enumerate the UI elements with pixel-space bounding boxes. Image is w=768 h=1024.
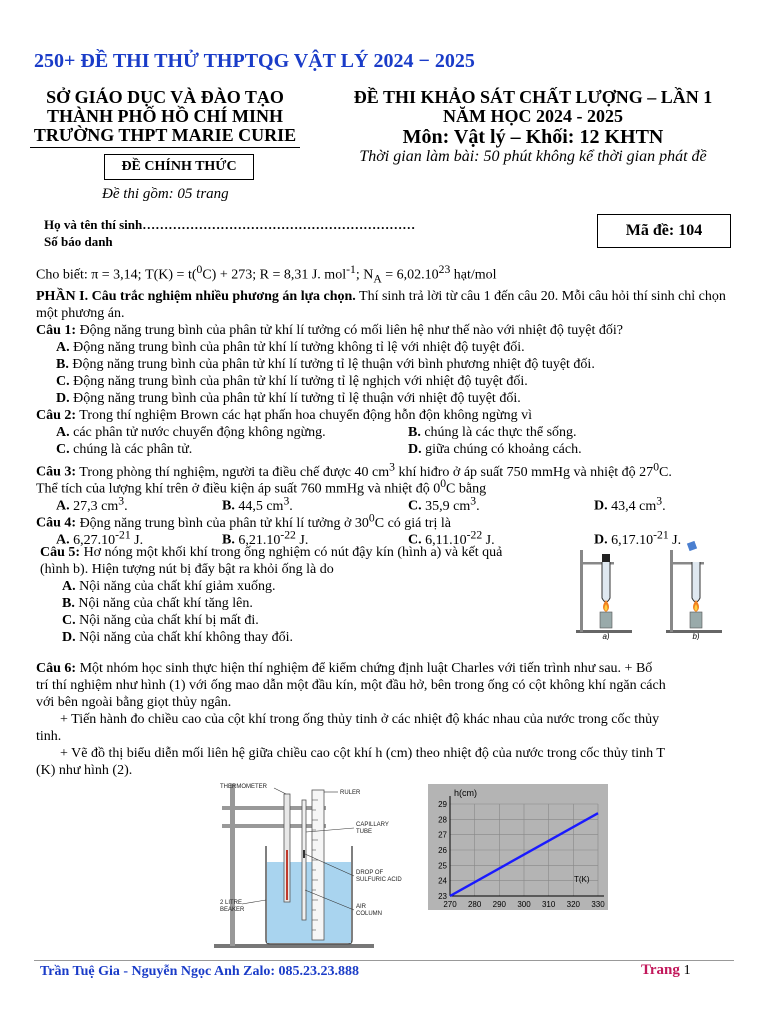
stand-b bbox=[666, 541, 722, 640]
option-text: 27,3 $cm^3$. bbox=[73, 494, 128, 514]
option-text: $6,11.10^{-22}$ J. bbox=[425, 528, 495, 548]
q4-option-c[interactable]: C. $6,11.10^{-22}$ J. bbox=[408, 528, 495, 548]
question-1-stem bbox=[36, 322, 623, 339]
q2-option-c[interactable]: C. chúng là các phân tử. bbox=[56, 442, 193, 457]
student-id-field: Số báo danh bbox=[44, 234, 113, 249]
fig-a-label: a) bbox=[602, 632, 610, 640]
question-6-line3: với bên ngoài bằng giọt thủy ngân. bbox=[36, 695, 232, 710]
q1-option-c[interactable]: C. Động năng trung bình của phân tử khí lí tưởng tỉ lệ nghịch với nhiệt độ tuyệt đối. bbox=[56, 374, 528, 389]
y-tick-label: 29 bbox=[438, 800, 447, 809]
page-num: 1 bbox=[683, 963, 691, 978]
capillary-label-2: TUBE bbox=[356, 829, 373, 835]
q5-option-a[interactable]: A. Nội năng của chất khí giảm xuống. bbox=[62, 579, 276, 594]
x-tick-label: 320 bbox=[566, 900, 581, 909]
exam-title: ĐỀ THI KHẢO SÁT CHẤT LƯỢNG – LẦN 1 bbox=[353, 87, 713, 107]
q4-option-a[interactable]: A. $6,27.10^{-21}$ J. bbox=[56, 528, 144, 548]
official-exam-box: ĐỀ CHÍNH THỨC bbox=[104, 154, 254, 180]
q3-option-a[interactable]: A. 27,3 $cm^3$. bbox=[56, 494, 128, 514]
question-6-line5: tinh. bbox=[36, 729, 62, 744]
question-text: Động năng trung bình của phân tử khí lí tưởng có mối liên hệ như thế nào với nhiệt độ tuyệt đối? bbox=[76, 323, 623, 338]
header-right bbox=[318, 88, 748, 166]
question-text: Trong thí nghiệm Brown các hạt phấn hoa chuyển động hỗn độn không ngừng vì bbox=[76, 408, 532, 423]
question-3-stem-cont: Thể tích của lượng khí trên ở điều kiện áp suất 760 mmHg và nhiệt độ $0^0C$ bằng bbox=[36, 477, 487, 497]
option-text: $6,21.10^{-22}$ J. bbox=[238, 528, 309, 548]
question-label: Câu 6: bbox=[36, 661, 77, 676]
question-6-stem bbox=[36, 660, 652, 677]
question-6-line7: (K) như hình (2). bbox=[36, 763, 133, 778]
q1-option-a[interactable]: A. Động năng trung bình của phân tử khí lí tưởng không tỉ lệ với nhiệt độ tuyệt đối. bbox=[56, 340, 525, 355]
option-text: $6,27.10^{-21}$ J. bbox=[73, 528, 144, 548]
q3-option-c[interactable]: C. 35,9 $cm^3$. bbox=[408, 494, 480, 514]
subject: Môn: Vật lý – Khối: 12 KHTN bbox=[402, 126, 664, 148]
option-text: các phân tử nước chuyển động không ngừng. bbox=[73, 425, 326, 440]
y-axis-label: h(cm) bbox=[454, 788, 477, 798]
header-left bbox=[30, 88, 300, 148]
thermometer-label: THERMOMETER bbox=[220, 784, 267, 790]
question-2-stem bbox=[36, 407, 532, 424]
student-name-field: Họ và tên thí sinh……………………………………………………… bbox=[44, 217, 416, 232]
drop-label-1: DROP OF bbox=[356, 870, 384, 876]
option-text: Động năng trung bình của phân tử khí lí tưởng tỉ lệ thuận với bình phương nhiệt độ tuyệt đối. bbox=[72, 357, 595, 372]
option-text: Động năng trung bình của phân tử khí lí tưởng không tỉ lệ với nhiệt độ tuyệt đối. bbox=[73, 340, 525, 355]
capillary-label-1: CAPILLARY bbox=[356, 822, 389, 828]
question-text: Một nhóm học sinh thực hiện thí nghiệm để kiểm chứng định luật Charles với tiến trình như sau. + Bố bbox=[76, 661, 653, 676]
given-constants: Cho biết: π = 3,14; T(K) = t($^0$C) + 273; R = 8,31 J. mol$^{-1}$; $N_A = 6,02.10^{23}$ hạt/mol bbox=[36, 263, 497, 286]
chart-background bbox=[428, 784, 608, 910]
time-limit: Thời gian làm bài: 50 phút không kể thời gian phát đề bbox=[359, 148, 707, 165]
q5-option-d[interactable]: D. Nội năng của chất khí không thay đổi. bbox=[62, 630, 293, 645]
x-tick-label: 330 bbox=[591, 900, 605, 909]
x-tick-label: 270 bbox=[443, 900, 457, 909]
y-tick-label: 27 bbox=[438, 830, 447, 840]
x-tick-label: 300 bbox=[517, 900, 531, 909]
stand-a bbox=[576, 550, 632, 640]
question-5-stem bbox=[40, 544, 502, 561]
department-name: SỞ GIÁO DỤC VÀ ĐÀO TẠO bbox=[46, 87, 284, 107]
y-tick-label: 25 bbox=[438, 861, 447, 871]
q1-option-b[interactable]: B. Động năng trung bình của phân tử khí lí tưởng tỉ lệ thuận với bình phương nhiệt độ tuyệt đối. bbox=[56, 357, 595, 372]
option-text: 43,4 $cm^3$. bbox=[611, 494, 666, 514]
question-label: Câu 4: bbox=[36, 515, 77, 531]
option-text: Động năng trung bình của phân tử khí lí tưởng tỉ lệ nghịch với nhiệt độ tuyệt đối. bbox=[73, 374, 528, 389]
option-text: 44,5 $cm^3$. bbox=[238, 494, 293, 514]
q3-option-d[interactable]: D. 43,4 $cm^3$. bbox=[594, 494, 666, 514]
charles-graph bbox=[428, 784, 608, 910]
question-text: Động năng trung bình của phân tử khí lí tưởng ở $30^0C$ có giá trị là bbox=[76, 511, 451, 531]
option-text: Nội năng của chất khí không thay đổi. bbox=[79, 630, 293, 645]
option-text: Nội năng của chất khí tăng lên. bbox=[78, 596, 253, 611]
x-tick-label: 280 bbox=[467, 900, 482, 909]
option-text: giữa chúng có khoảng cách. bbox=[425, 442, 582, 457]
y-tick-label: 26 bbox=[438, 846, 447, 855]
y-tick-label: 24 bbox=[438, 876, 447, 886]
question-6-line2: trí thí nghiệm như hình (1) với ống mao dẫn một đầu kín, một đầu hở, bên trong ống có cột không khí ngăn cách bbox=[36, 678, 666, 693]
q1-option-d[interactable]: D. Động năng trung bình của phân tử khí lí tưởng tỉ lệ thuận với nhiệt độ tuyệt đối. bbox=[56, 391, 521, 406]
q4-option-b[interactable]: B. $6,21.10^{-22}$ J. bbox=[222, 528, 309, 548]
option-text: 35,9 $cm^3$. bbox=[425, 494, 480, 514]
q5-option-b[interactable]: B. Nội năng của chất khí tăng lên. bbox=[62, 596, 253, 611]
option-text: chúng là các thực thể sống. bbox=[424, 425, 577, 440]
school-name: TRƯỜNG THPT MARIE CURIE bbox=[30, 126, 300, 148]
footer-authors: Trần Tuệ Gia - Nguyễn Ngọc Anh Zalo: 085.23.23.888 bbox=[40, 964, 360, 979]
ruler-label: RULER bbox=[340, 790, 361, 796]
x-tick-label: 290 bbox=[492, 900, 507, 909]
air-label-2: COLUMN bbox=[356, 911, 383, 917]
question-5-stem-cont: (hình b). Hiện tượng nút bị đẩy bật ra khỏi ống là do bbox=[40, 562, 334, 577]
q2-option-a[interactable]: A. các phân tử nước chuyển động không ngừng. bbox=[56, 425, 326, 440]
question-label: Câu 5: bbox=[40, 545, 81, 560]
q3-option-b[interactable]: B. 44,5 $cm^3$. bbox=[222, 494, 293, 514]
city-name: THÀNH PHỐ HỒ CHÍ MINH bbox=[46, 106, 283, 126]
option-text: Động năng trung bình của phân tử khí lí tưởng tỉ lệ thuận với nhiệt độ tuyệt đối. bbox=[73, 391, 521, 406]
question-6-line6: + Vẽ đồ thị biểu diễn mối liên hệ giữa chiều cao cột khí h (cm) theo nhiệt độ của nước trong cốc thủy tinh T bbox=[60, 746, 665, 761]
drop-label-2: SULFURIC ACID bbox=[356, 877, 402, 883]
part1-description: Thí sinh trả lời từ câu 1 đến câu 20. Mỗi câu hỏi thí sinh chỉ chọn một phương án. bbox=[36, 289, 726, 321]
q2-option-b[interactable]: B. chúng là các thực thể sống. bbox=[408, 425, 577, 440]
air-label-1: AIR bbox=[356, 904, 367, 910]
x-axis-label: T(K) bbox=[574, 875, 590, 884]
q4-option-d[interactable]: D. $6,17.10^{-21}$ J. bbox=[594, 528, 682, 548]
page-count: Đề thi gồm: 05 trang bbox=[102, 186, 229, 202]
page-label: Trang bbox=[641, 962, 684, 978]
option-text: $6,17.10^{-21}$ J. bbox=[611, 528, 682, 548]
beaker-label-1: 2 LITRE bbox=[220, 900, 243, 906]
y-tick-label: 28 bbox=[438, 815, 447, 825]
option-text: chúng là các phân tử. bbox=[73, 442, 193, 457]
footer-divider bbox=[34, 960, 734, 961]
page-number bbox=[641, 962, 691, 979]
school-year: NĂM HỌC 2024 - 2025 bbox=[443, 106, 623, 126]
test-tube-figure bbox=[570, 540, 738, 640]
question-label: Câu 3: bbox=[36, 464, 77, 480]
question-text: Trong phòng thí nghiệm, người ta điều chế được 40 $cm^3$ khí hiđro ở áp suất 750 mmHg và nhiệt độ $27^0C$. bbox=[76, 460, 672, 480]
x-tick-label: 310 bbox=[541, 900, 556, 909]
exam-code: Mã đề: 104 bbox=[597, 214, 731, 248]
beaker-label-2: BEAKER bbox=[220, 907, 245, 913]
question-6-line4: + Tiến hành đo chiều cao của cột khí trong ống thủy tinh ở các nhiệt độ khác nhau của nước trong cốc thủy bbox=[60, 712, 660, 727]
option-text: Nội năng của chất khí bị mất đi. bbox=[79, 613, 259, 628]
q2-option-d[interactable]: D. giữa chúng có khoảng cách. bbox=[408, 442, 582, 457]
y-tick-label: 23 bbox=[438, 892, 447, 901]
part1-heading bbox=[36, 288, 736, 322]
question-text: Hơ nóng một khối khí trong ống nghiệm có nút đậy kín (hình a) và kết quả bbox=[80, 545, 503, 560]
fig-b-label: b) bbox=[692, 632, 700, 640]
q5-option-c[interactable]: C. Nội năng của chất khí bị mất đi. bbox=[62, 613, 259, 628]
part1-title: PHẦN I. Câu trắc nghiệm nhiều phương án lựa chọn. bbox=[36, 289, 356, 304]
charles-apparatus-figure bbox=[214, 780, 424, 950]
option-text: Nội năng của chất khí giảm xuống. bbox=[79, 579, 276, 594]
student-info bbox=[44, 216, 415, 250]
banner-title: 250+ ĐỀ THI THỬ THPTQG VẬT LÝ 2024 − 2025 bbox=[34, 50, 475, 72]
question-label: Câu 2: bbox=[36, 408, 77, 423]
question-label: Câu 1: bbox=[36, 323, 77, 338]
